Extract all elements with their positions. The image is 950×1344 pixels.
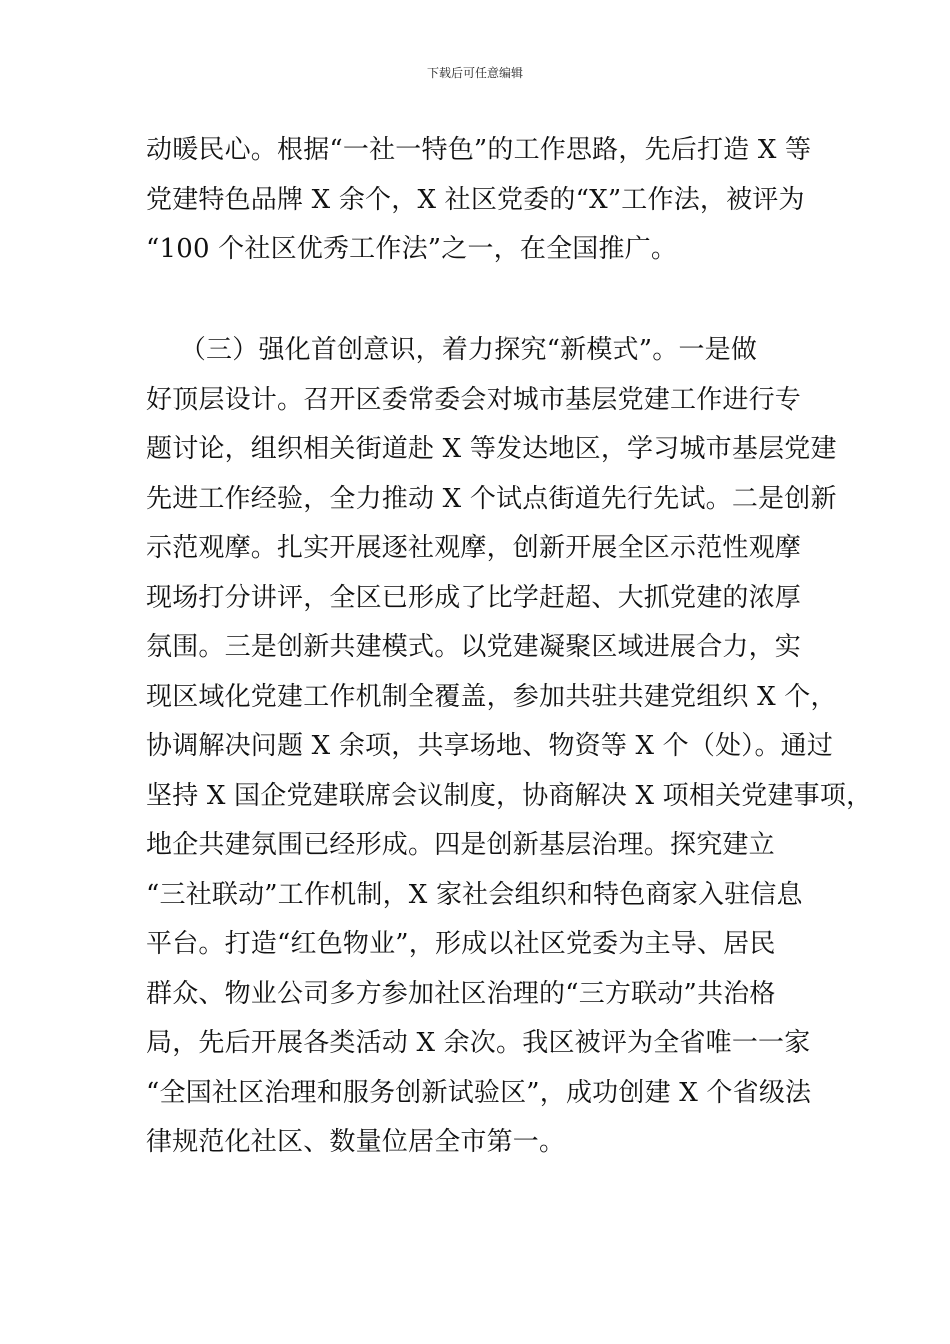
paragraph-line: 题讨论，组织相关街道赴 X 等发达地区，学习城市基层党建 — [146, 434, 837, 464]
paragraph-1 — [146, 126, 836, 275]
paragraph-line: “全国社区治理和服务创新试验区”，成功创建 X 个省级法 — [146, 1077, 812, 1108]
paragraph-line: 律规范化社区、数量位居全市第一。 — [146, 1127, 566, 1157]
paragraph-line: 好顶层设计。召开区委常委会对城市基层党建工作进行专 — [146, 384, 802, 415]
paragraph-line: 平台。打造“红色物业”，形成以社区党委为主导、居民 — [146, 929, 776, 959]
paragraph-line: “三社联动”工作机制，X 家社会组织和特色商家入驻信息 — [146, 879, 803, 910]
paragraph-2 — [146, 326, 873, 1168]
paragraph-line: 动暖民心。根据“一社一特色”的工作思路，先后打造 X 等 — [146, 135, 812, 165]
paragraph-line: 群众、物业公司多方参加社区治理的“三方联动”共治格 — [146, 978, 776, 1009]
paragraph-line: 示范观摩。扎实开展逐社观摩，创新开展全区示范性观摩 — [146, 533, 802, 563]
paragraph-line: 局，先后开展各类活动 X 余次。我区被评为全省唯一一家 — [146, 1028, 811, 1058]
paragraph-line: 氛围。三是创新共建模式。以党建凝聚区域进展合力，实 — [146, 632, 802, 662]
paragraph-line: “100 个社区优秀工作法”之一，在全国推广。 — [146, 234, 678, 264]
paragraph-line: 地企共建氛围已经形成。四是创新基层治理。探究建立 — [146, 830, 775, 860]
paragraph-line: 现区域化党建工作机制全覆盖，参加共驻共建党组织 X 个， — [146, 681, 837, 712]
paragraph-line: 协调解决问题 X 余项，共享场地、物资等 X 个（处）。通过 — [146, 731, 834, 761]
page-header: 下载后可任意编辑 — [426, 66, 523, 80]
paragraph-line: 坚持 X 国企党建联席会议制度，协商解决 X 项相关党建事项， — [146, 780, 873, 811]
paragraph-line: （三）强化首创意识，着力探究“新模式”。一是做 — [146, 335, 758, 365]
paragraph-line: 现场打分讲评，全区已形成了比学赶超、大抓党建的浓厚 — [146, 582, 802, 613]
paragraph-line: 先进工作经验，全力推动 X 个试点街道先行先试。二是创新 — [146, 483, 837, 514]
paragraph-line: 党建特色品牌 X 余个，X 社区党委的“X”工作法，被评为 — [146, 184, 805, 215]
